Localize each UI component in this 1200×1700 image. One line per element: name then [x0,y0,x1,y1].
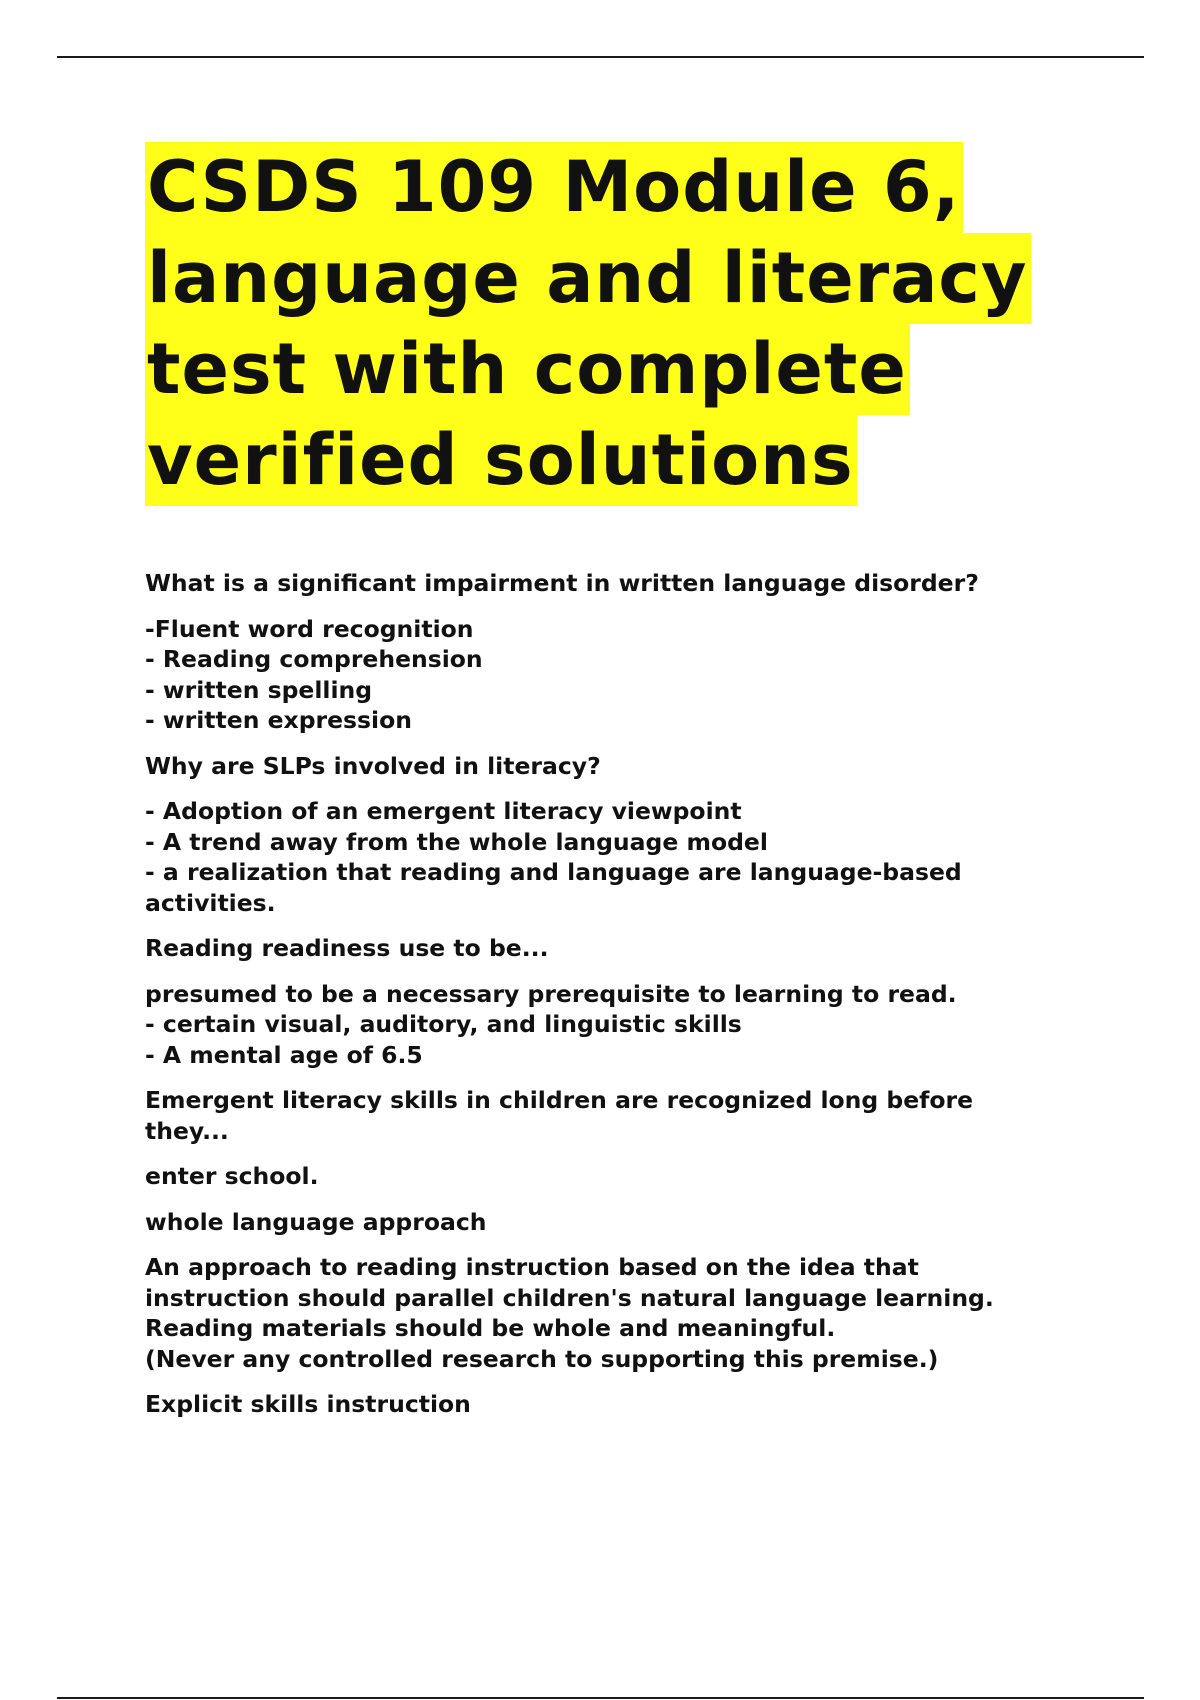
answer [145,979,1045,1071]
answer-line: - written expression [145,706,412,734]
answer-line: - Adoption of an emergent literacy viewpoint [145,797,742,825]
top-divider [57,56,1144,58]
answer-line: An approach to reading instruction based on the idea that instruction should parallel children's natural language learning. [145,1253,994,1312]
answer-line: - a realization that reading and language are language-based activities. [145,858,962,917]
question: Explicit skills instruction [145,1390,471,1418]
document-page [145,142,1045,1435]
answer-line: - A trend away from the whole language model [145,827,768,856]
document-title [145,142,1045,506]
question: Emergent literacy skills in children are recognized long before they... [145,1086,974,1145]
question: Why are SLPs involved in literacy? [145,751,601,780]
answer-line: - written spelling [145,675,373,704]
answer-line: - Reading comprehension [145,645,483,673]
title-line: test with complete [145,324,910,415]
question: Reading readiness use to be... [145,934,549,962]
title-line: language and literacy [145,233,1031,324]
answer-line: enter school. [145,1162,319,1190]
answer [145,1252,1045,1374]
answer-line: - A mental age of 6.5 [145,1040,423,1069]
answer-line: -Fluent word recognition [145,614,474,643]
answer-line: Reading materials should be whole and meaningful. [145,1314,836,1342]
question: whole language approach [145,1207,487,1236]
answer [145,614,1045,736]
answer-line: presumed to be a necessary prerequisite to learning to read. [145,979,957,1008]
bottom-divider [57,1697,1144,1699]
answer [145,796,1045,918]
question: What is a significant impairment in written language disorder? [145,569,979,597]
answer [145,1161,1045,1192]
title-line: verified solutions [145,415,857,506]
answer-line: (Never any controlled research to supporting this premise.) [145,1344,939,1373]
answer-line: - certain visual, auditory, and linguistic skills [145,1010,742,1038]
title-line: CSDS 109 Module 6, [145,142,963,233]
question-answer-list [145,568,1045,1420]
